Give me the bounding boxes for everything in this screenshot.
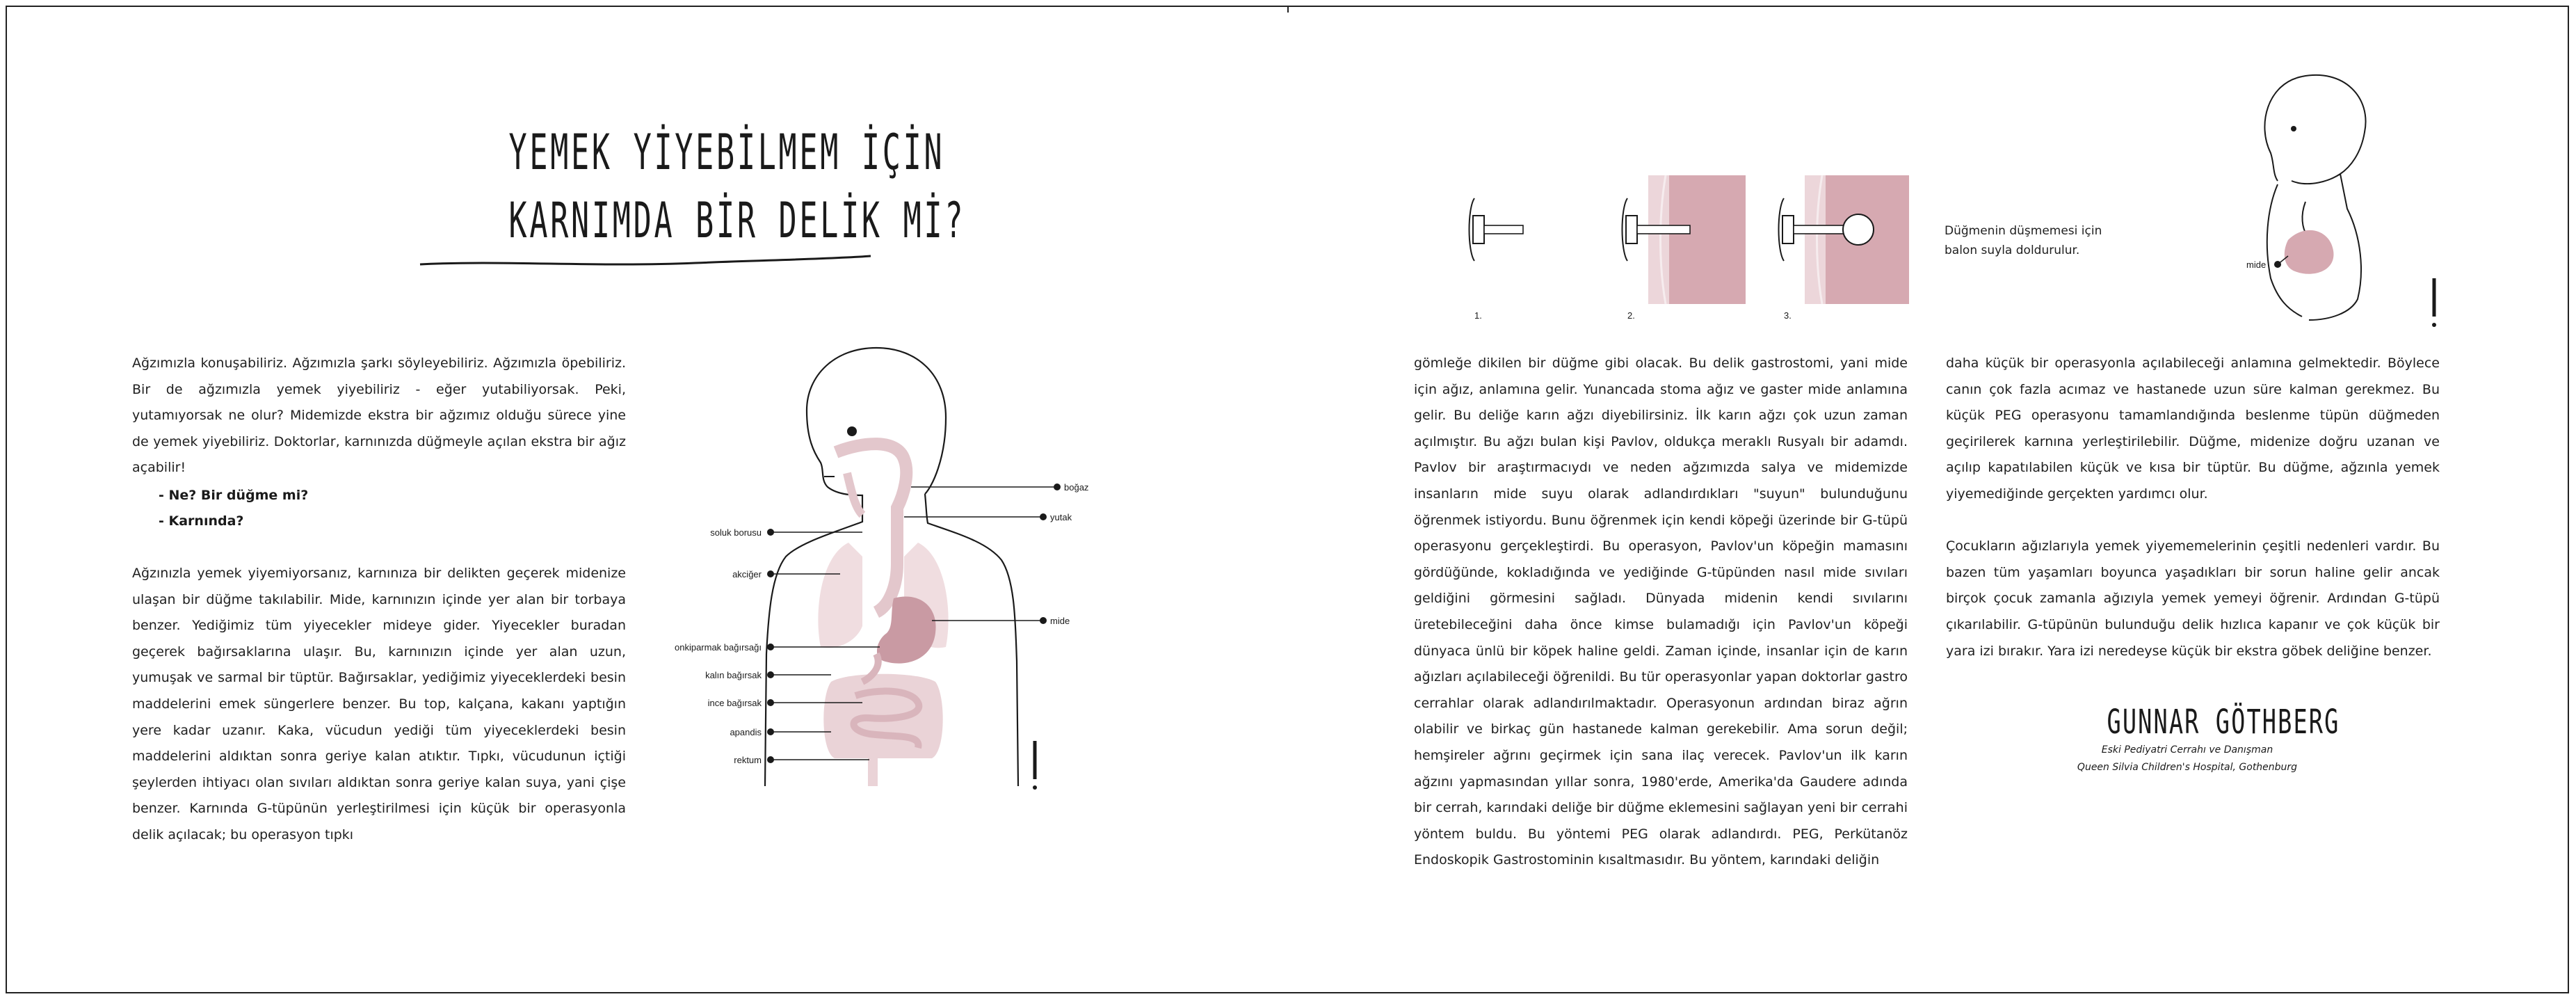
author-affiliation: Queen Silvia Children's Hospital, Gothenburg [2077,762,2298,773]
author-name: GUNNAR GÖTHBERG [2107,703,2340,742]
question-2: - Karnında? [159,513,244,529]
body-paragraph-right-col2: daha küçük bir operasyonla açılabileceği anlamına gelmektedir. Böylece canın çok fazla acımaz ve hastanede uzun süre kalman gerekmez. Bu küçük PEG operasyonu tamamlandığında beslenme tüpün düğmeden geçirilerek karnına yerleştirilebilir. Düğme, midenize doğru uzanan ve açılıp kapatılabilen küçük ve kısa bir tüptür. Bu düğme, ağzınla yemek yiyemediğinde gerçekten yardımcı olur. Çocukların ağızlarıyla yemek yiyememelerinin çeşitli nedenleri vardır. Bu bazen tüm yaşamları boyunca yaşadıkları bir sorun haline gelir ancak birçok çocuk zamanla ağızıyla yemek yemeyi öğrenir. Ardından G-tüpü çıkarılabilir. G-tüpünün bulunduğu delik hızlıca kapanır ve çok küçük bir yara izi bırakır. Yara izi neredeyse küçük bir ekstra göbek deliğine benzer. [1946,355,2440,659]
eye-dot [847,426,857,436]
label-yutak: yutak [1050,512,1072,522]
body-paragraph-left: Ağzınızla yemek yiyemiyorsanız, karnınıza bir delikten geçerek midenize ulaşan bir düğme takılabilir. Mide, karnınızın içinde yer alan bir torbaya benzer. Yediğimiz tüm yiyecekler mideye gider. Yiyecekler buradan geçerek bağırsaklarına ulaşır. Bu, karnınızın içinde yer alan uzun, yumuşak ve sarmal bir tüptür. Bağırsaklar, yediğimiz yiyeceklerdeki besin maddelerini emek süngerlere benzer. Bu top, kalçana, kakanı yaptığın yere kadar uzanır. Kaka, vücudun yediği tüm yiyeceklerdeki besin maddelerini aldıktan sonra geriye kalan atıktır. Tıpkı, vücudunun içtiği şeylerden ihtiyacı olan sıvıları aldıktan sonra geriye kalan suya, yani çişe benzer. Karnında G-tüpünün yerleştirilmesi için küçük bir operasyonla delik açılacak; bu operasyon tıpkı [132,566,626,842]
author-role: Eski Pediyatri Cerrahı ve Danışman [2101,744,2273,756]
step-2-illustration [1623,175,1746,304]
question-list [159,483,308,534]
question-1: - Ne? Bir düğme mi? [159,488,309,503]
label-onikiparmak: onkiparmak bağırsağı [674,642,762,653]
step-1-illustration [1470,198,1524,261]
label-ince-bagirsak: ince bağırsak [707,698,762,708]
lung-left [818,543,862,648]
title-underline [417,250,876,271]
child-label-mide: mide [2246,259,2267,270]
intro-paragraph: Ağzımızla konuşabiliriz. Ağzımızla şarkı söyleyebiliriz. Ağzımızla öpebiliriz. Bir de ağzımızla yemek yiyebiliriz - eğer yutabiliyorsak. Peki, yutamıyorsak ne olur? Midemizde ekstra bir ağzımız olduğu sürece yine de yemek yiyebiliriz. Doktorlar, karnınızda düğmeyle açılan ekstra bir ağız açabilir! [132,355,626,476]
step-3-number: 3. [1784,310,1792,321]
spine-mark [1287,6,1289,13]
step-2-number: 2. [1627,310,1635,321]
step-1-number: 1. [1474,310,1482,321]
balloon [1843,214,1874,245]
label-soluk-borusu: soluk borusu [710,527,762,538]
page-title [423,118,966,255]
anatomy-illustration [654,334,1089,793]
stomach [2285,230,2334,274]
child-illustration [2191,70,2469,334]
label-bogaz: boğaz [1064,482,1089,493]
title-line-2: KARNIMDA BİR DELİK Mİ? [508,192,966,249]
label-akciger: akciğer [732,569,762,580]
label-apandis: apandis [730,727,762,737]
title-line-1: YEMEK YİYEBİLMEM İÇİN [508,124,945,181]
steps-caption: Düğmenin düşmemesi için balon suyla doldurulur. [1945,224,2102,257]
label-mide: mide [1050,616,1070,626]
author-signature [2072,703,2340,776]
label-rektum: rektum [734,755,762,765]
body-paragraph-right-col1: gömleğe dikilen bir düğme gibi olacak. Bu delik gastrostomi, yani mide için ağız, anlamına gelir. Yunancada stoma ağız ve gaster mide anlamına gelir. Bu deliğe karın ağzı diyebilirsiniz. İlk karın ağzı çok uzun zaman açılmıştır. Bu ağzı bulan kişi Pavlov, oldukça meraklı Rusyalı bir adamdı. Pavlov bir araştırmacıydı ve neden ağzımızda salya ve midemizde insanların mide suyu olarak adlandırdıkları "suyun" bulunduğunu öğrenmek istiyordu. Bunu öğrenmek için kendi köpeği üzerinde bir G-tüpü operasyonu gerçekleştirdi. Bu operasyon, Pavlov'un köpeğin mamasını gördüğünde, kokladığında ve yediğinde G-tüpünden nasıl mide sıvıları geldiğini görmesini sağladı. Dünyada midenin kendi sıvılarını üretebileceğini daha önce kimse bulamadığı için Pavlov'un köpeği dünyaca ünlü bir köpek haline geldi. Zaman içinde, insanlar için de karın ağızları açılabileceği öğrenildi. Bu tür operasyonlar yapan doktorlar gastro cerrahlar olarak adlandırılmaktadır. Operasyonun ardından biraz ağrın olabilir ve birkaç gün hastanede kalman gerekebilir. Ama sorun değil; hemşireler ağrını geçirmek için sana ilaç verecek. Pavlov'un ilk karın ağzını yapmasından yıllar sonra, 1980'erde, Amerika'da Gaudere adında bir cerrah, karındaki deliğe bir düğme eklemesini sağlayan yeni bir cerrahi yöntem buldu. Bu yöntemi PEG olarak adlandırdı. PEG, Perkütanöz Endoskopik Gastrostominin kısaltmasıdır. Bu yöntem, karındaki deliğin [1414,355,1908,868]
label-kalin-bagirsak: kalın bağırsak [705,670,762,680]
g-tube-steps [1454,167,1926,327]
step-3-illustration [1779,175,1910,304]
